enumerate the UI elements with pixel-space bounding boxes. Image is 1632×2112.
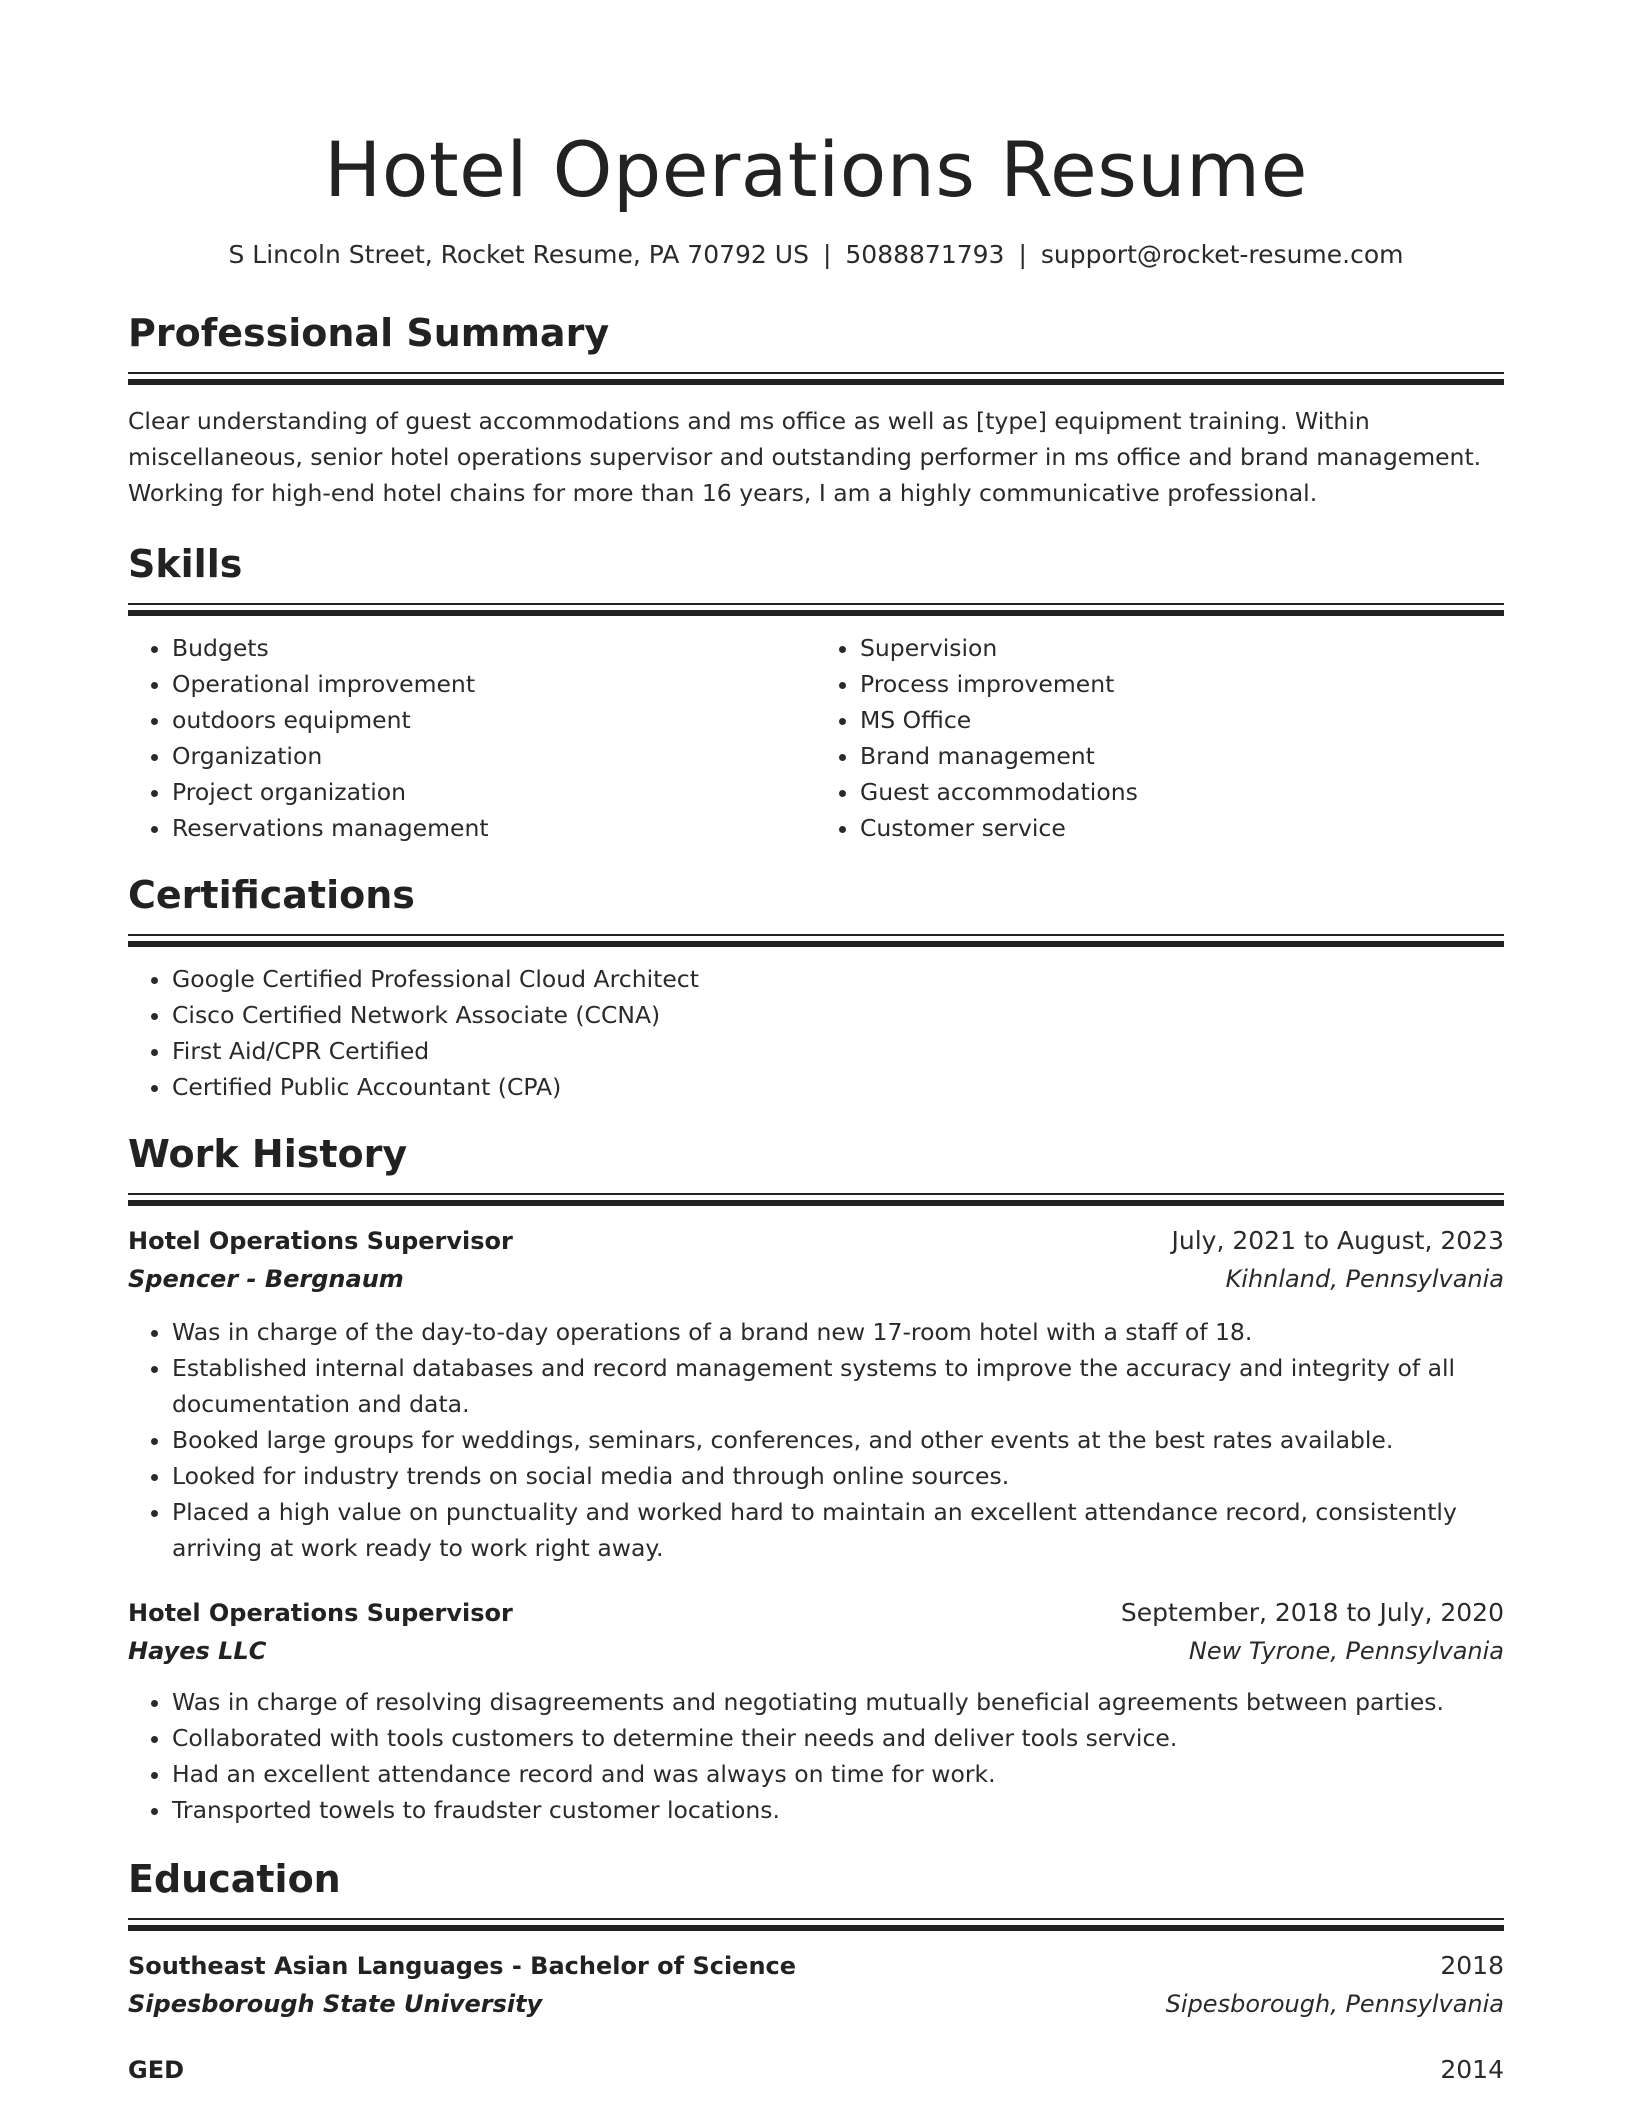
skill-item: • Organization xyxy=(172,738,816,774)
skill-item: • Process improvement xyxy=(860,666,1504,702)
job-location: Kihnland, Pennsylvania xyxy=(1225,1265,1504,1293)
skill-item: • Operational improvement xyxy=(172,666,816,702)
certification-item: • Google Certified Professional Cloud Architect xyxy=(172,961,1504,997)
job-dates: September, 2018 to July, 2020 xyxy=(1120,1598,1504,1627)
education-year: 2014 xyxy=(1440,2055,1504,2084)
resume-page xyxy=(128,0,1504,2089)
certifications-heading: Certifications xyxy=(128,873,415,917)
certification-item: • First Aid/CPR Certified xyxy=(172,1033,1504,1069)
certification-item: • Cisco Certified Network Associate (CCNA) xyxy=(172,997,1504,1033)
job-bullets xyxy=(128,1684,1504,1828)
section-divider xyxy=(128,934,1504,947)
skills-columns xyxy=(128,616,1504,846)
education-heading: Education xyxy=(128,1857,341,1901)
skills-section xyxy=(128,539,1504,846)
skill-item: • Guest accommodations xyxy=(860,774,1504,810)
job-location: New Tyrone, Pennsylvania xyxy=(1188,1637,1504,1665)
skills-list-right xyxy=(816,630,1504,846)
resume-title: Hotel Operations Resume xyxy=(324,125,1308,214)
section-divider xyxy=(128,603,1504,616)
job-bullet: • Established internal databases and record management systems to improve the accuracy and integrity of all documentation and data. xyxy=(172,1350,1504,1422)
education-degree: Southeast Asian Languages - Bachelor of Science xyxy=(128,1952,797,1980)
work-history-heading: Work History xyxy=(128,1132,408,1176)
skill-item: • Brand management xyxy=(860,738,1504,774)
job-title: Hotel Operations Supervisor xyxy=(128,1227,513,1255)
job-bullet: • Had an excellent attendance record and was always on time for work. xyxy=(172,1756,1504,1792)
work-history-section xyxy=(128,1129,1504,1828)
education-school: Sipesborough State University xyxy=(128,1990,543,2018)
education-year: 2018 xyxy=(1440,1951,1504,1980)
summary-heading: Professional Summary xyxy=(128,311,610,355)
education-section xyxy=(128,1854,1504,2089)
job-bullet: • Collaborated with tools customers to determine their needs and deliver tools service. xyxy=(172,1720,1504,1756)
summary-text: Clear understanding of guest accommodations and ms office as well as [type] equipment training. Within miscellaneous, senior hotel operations supervisor and outstanding performer in ms office and brand management. Working for high-end hotel chains for more than 16 years, I am a highly communicative professional. xyxy=(128,407,1482,507)
skills-list-left xyxy=(128,630,816,846)
job-entry xyxy=(128,1222,1504,1566)
section-divider xyxy=(128,1918,1504,1931)
job-bullet: • Transported towels to fraudster customer locations. xyxy=(172,1792,1504,1828)
contact-separator: | xyxy=(822,240,832,269)
job-bullets xyxy=(128,1314,1504,1566)
education-location: Sipesborough, Pennsylvania xyxy=(1165,1990,1504,2018)
skill-item: • MS Office xyxy=(860,702,1504,738)
job-bullet: • Looked for industry trends on social media and through online sources. xyxy=(172,1458,1504,1494)
contact-separator: | xyxy=(1018,240,1027,269)
certification-item: • Certified Public Accountant (CPA) xyxy=(172,1069,1504,1105)
job-bullet: • Booked large groups for weddings, seminars, conferences, and other events at the best rates available. xyxy=(172,1422,1504,1458)
summary-section xyxy=(128,308,1504,511)
skills-heading: Skills xyxy=(128,542,243,586)
section-divider xyxy=(128,1193,1504,1206)
skill-item: • Budgets xyxy=(172,630,816,666)
contact-phone: 5088871793 xyxy=(845,240,1005,269)
contact-address: S Lincoln Street, Rocket Resume, PA 70792 US xyxy=(228,240,809,269)
job-company: Hayes LLC xyxy=(128,1637,267,1665)
skill-item: • Project organization xyxy=(172,774,816,810)
job-company: Spencer - Bergnaum xyxy=(128,1265,404,1293)
contact-email: support@rocket-resume.com xyxy=(1040,240,1404,269)
skill-item: • Customer service xyxy=(860,810,1504,846)
job-bullet: • Was in charge of the day-to-day operations of a brand new 17-room hotel with a staff of 18. xyxy=(172,1314,1504,1350)
job-entry xyxy=(128,1594,1504,1828)
skill-item: • Supervision xyxy=(860,630,1504,666)
education-entry xyxy=(128,1947,1504,2023)
education-degree: GED xyxy=(128,2056,185,2084)
job-dates: July, 2021 to August, 2023 xyxy=(1171,1226,1504,1255)
job-bullet: • Placed a high value on punctuality and worked hard to maintain an excellent attendance record, consistently arriving at work ready to work right away. xyxy=(172,1494,1504,1566)
skill-item: • Reservations management xyxy=(172,810,816,846)
skill-item: • outdoors equipment xyxy=(172,702,816,738)
certifications-list xyxy=(128,961,1504,1105)
section-divider xyxy=(128,372,1504,385)
education-entry xyxy=(128,2051,1504,2089)
job-title: Hotel Operations Supervisor xyxy=(128,1599,513,1627)
contact-line xyxy=(128,238,1504,272)
certifications-section xyxy=(128,870,1504,1105)
job-bullet: • Was in charge of resolving disagreements and negotiating mutually beneficial agreements between parties. xyxy=(172,1684,1504,1720)
